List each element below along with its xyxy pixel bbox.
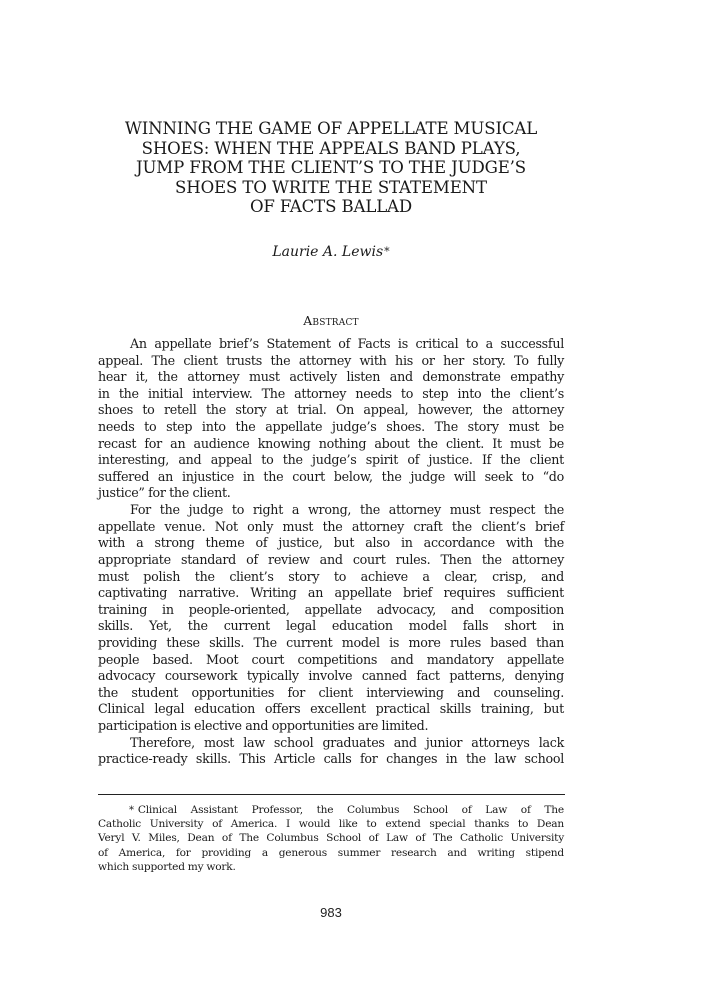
text-line: in the initial interview. The attorney needs to step into the client’s (98, 385, 564, 401)
article-title (98, 119, 564, 217)
text-line: Clinical legal education offers excellent practical skills training, but (98, 701, 564, 717)
text-line: providing these skills. The current model is more rules based than (98, 634, 564, 650)
text-line: advocacy coursework typically involve canned fact patterns, denying (98, 668, 564, 684)
footnote-mark: * (129, 805, 134, 816)
footnote-text: Clinical Assistant Professor, the Columbus School of Law of The (137, 804, 564, 816)
text-line: captivating narrative. Writing an appellate brief requires sufficient (98, 585, 564, 601)
abstract-paragraph-3 (98, 735, 564, 768)
title-line: SHOES TO WRITE THE STATEMENT (175, 177, 487, 197)
text-line: hear it, the attorney must actively listen and demonstrate empathy (98, 369, 564, 385)
abstract-body (98, 336, 564, 768)
text-line: appropriate standard of review and court rules. Then the attorney (98, 551, 564, 567)
title-line: WINNING THE GAME OF APPELLATE MUSICAL (124, 119, 538, 138)
footnote-line: Veryl V. Miles, Dean of The Columbus School of Law of The Catholic University (98, 832, 564, 845)
footnote-line (98, 803, 564, 817)
text-line: the student opportunities for client interviewing and counseling. (98, 684, 564, 700)
text-line: justice” for the client. (98, 485, 231, 501)
text-line: recast for an audience knowing nothing about the client. It must be (98, 435, 564, 451)
text-line: people based. Moot court competitions and mandatory appellate (98, 651, 564, 667)
text-line: must polish the client’s story to achieve a clear, crisp, and (98, 568, 564, 584)
text-line: interesting, and appeal to the judge’s spirit of justice. If the client (98, 452, 564, 468)
title-line: JUMP FROM THE CLIENT’S TO THE JUDGE’S (135, 158, 527, 178)
footnote-line: which supported my work. (98, 860, 236, 873)
abstract-heading: Abstract (303, 313, 359, 328)
text-line: shoes to retell the story at trial. On appeal, however, the attorney (98, 402, 564, 418)
footnote-divider (98, 794, 565, 795)
text-line: skills. Yet, the current legal education model falls short in (98, 618, 564, 634)
author-name: Laurie A. Lewis (272, 244, 384, 260)
title-line: OF FACTS BALLAD (249, 197, 413, 217)
text-line: Therefore, most law school graduates and junior attorneys lack (130, 734, 564, 750)
footnote (98, 803, 564, 874)
text-line: appeal. The client trusts the attorney with his or her story. To fully (98, 352, 564, 368)
text-line: appellate venue. Not only must the attorney craft the client’s brief (98, 518, 564, 534)
text-line: participation is elective and opportunities are limited. (98, 718, 429, 734)
abstract-paragraph-2 (98, 502, 564, 735)
author-footnote-mark[interactable]: * (384, 245, 390, 258)
text-line: An appellate brief’s Statement of Facts is critical to a successful (130, 336, 564, 351)
title-line: SHOES: WHEN THE APPEALS BAND PLAYS, (141, 138, 521, 158)
footnote-line: Catholic University of America. I would like to extend special thanks to Dean (98, 818, 564, 831)
page-number: 983 (320, 905, 342, 920)
text-line: suffered an injustice in the court below, the judge will seek to “do (98, 468, 564, 484)
text-line: practice-ready skills. This Article calls for changes in the law school (98, 751, 564, 767)
footnote-line: of America, for providing a generous summer research and writing stipend (98, 846, 564, 859)
text-line: with a strong theme of justice, but also in accordance with the (98, 535, 564, 551)
text-line: training in people-oriented, appellate advocacy, and composition (98, 601, 564, 617)
abstract-paragraph-1 (98, 336, 564, 502)
author-byline (98, 243, 564, 261)
text-line: needs to step into the appellate judge’s shoes. The story must be (98, 419, 564, 435)
text-line: For the judge to right a wrong, the attorney must respect the (130, 502, 564, 518)
